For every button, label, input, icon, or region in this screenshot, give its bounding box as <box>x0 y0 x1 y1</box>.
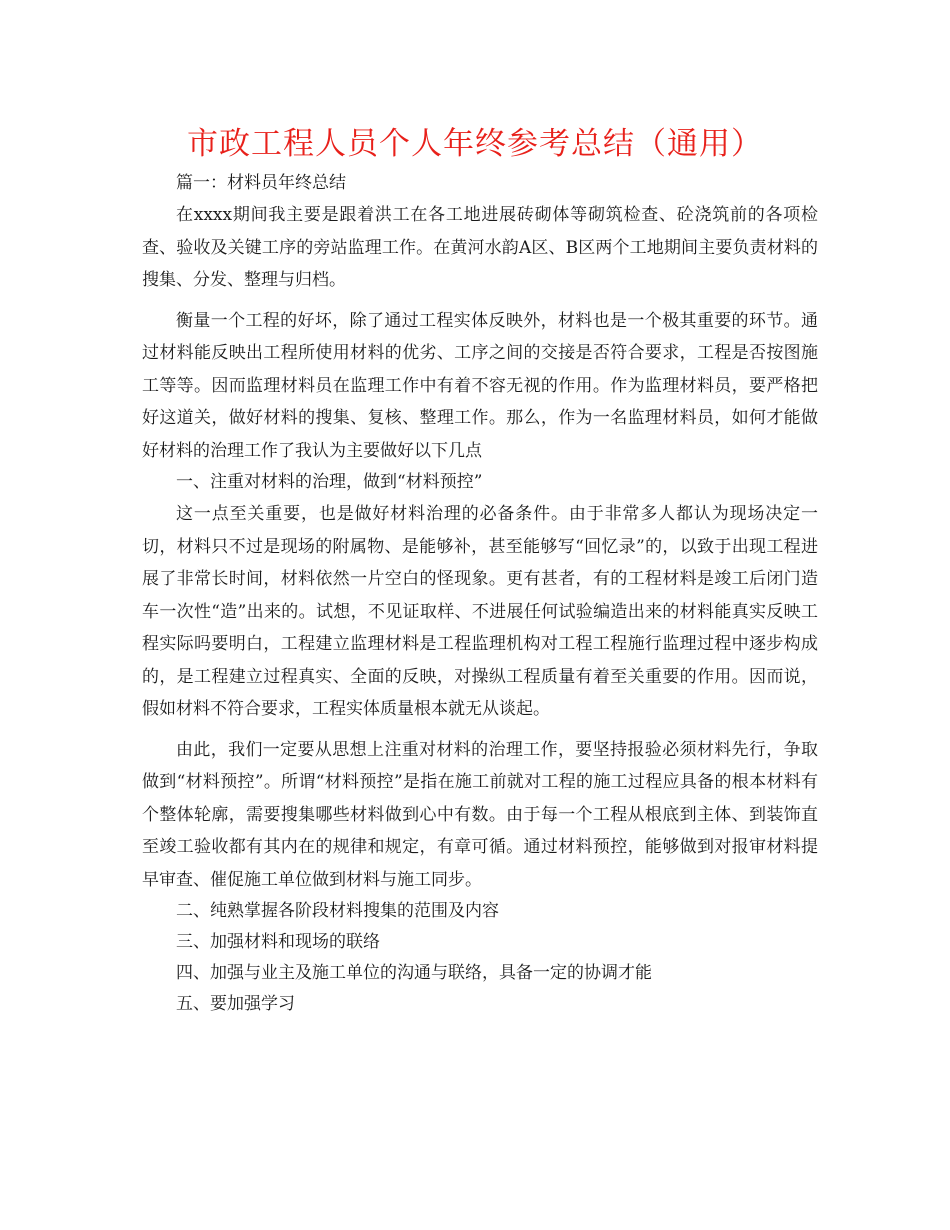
list-heading-5: 五、要加强学习 <box>176 994 295 1014</box>
body-paragraph: 衡量一个工程的好坏，除了通过工程实体反映外，材料也是一个极其重要的环节。通过材料能反映出工程所使用材料的优劣、工序之间的交接是否符合要求，工程是否按图施工等等。因而监理材料员在监理工作中有着不容无视的作用。作为监理材料员，要严格把好这道关，做好材料的搜集、复核、整理工作。那么，作为一名监理材料员，如何才能做好材料的治理工作了我认为主要做好以下几点 <box>142 310 818 461</box>
list-heading-1: 一、注重对材料的治理，做到“材料预控” <box>176 472 483 492</box>
body-paragraph: 由此，我们一定要从思想上注重对材料的治理工作，要坚持报验必须材料先行，争取做到“材料预控”。所谓“材料预控”是指在施工前就对工程的施工过程应具备的根本材料有个整体轮廓，需要搜集哪些材料做到心中有数。由于每一个工程从根底到主体、到装饰直至竣工验收都有其内在的规律和规定，有章可循。通过材料预控，能够做到对报审材料提早审查、催促施工单位做到材料与施工同步。 <box>142 739 818 890</box>
body-paragraph: 在xxxx期间我主要是跟着洪工在各工地进展砖砌体等砌筑检查、砼浇筑前的各项检查、验收及关键工序的旁站监理工作。在黄河水韵A区、B区两个工地期间主要负责材料的搜集、分发、整理与归档。 <box>142 205 818 290</box>
paragraph-spacer <box>142 726 818 734</box>
list-heading-2: 二、纯熟掌握各阶段材料搜集的范围及内容 <box>176 901 499 921</box>
section-heading: 篇一：材料员年终总结 <box>176 173 346 193</box>
list-heading-4: 四、加强与业主及施工单位的沟通与联络，具备一定的协调才能 <box>176 963 652 983</box>
document-title: 市政工程人员个人年终参考总结（通用） <box>187 126 763 162</box>
list-heading-3: 三、加强材料和现场的联络 <box>176 932 380 952</box>
body-paragraph: 这一点至关重要，也是做好材料治理的必备条件。由于非常多人都认为现场决定一切，材料只不过是现场的附属物、是能够补，甚至能够写“回忆录”的，以致于出现工程进展了非常长时间，材料依然一片空白的怪现象。更有甚者，有的工程材料是竣工后闭门造车一次性“造”出来的。试想，不见证取样、不进展任何试验编造出来的材料能真实反映工程实际吗要明白，工程建立监理材料是工程监理机构对工程工程施行监理过程中逐步构成的，是工程建立过程真实、全面的反映，对操纵工程质量有着至关重要的作用。因而说，假如材料不符合要求，工程实体质量根本就无从谈起。 <box>142 504 818 719</box>
paragraph-spacer <box>142 297 818 305</box>
document-body <box>142 168 818 1020</box>
